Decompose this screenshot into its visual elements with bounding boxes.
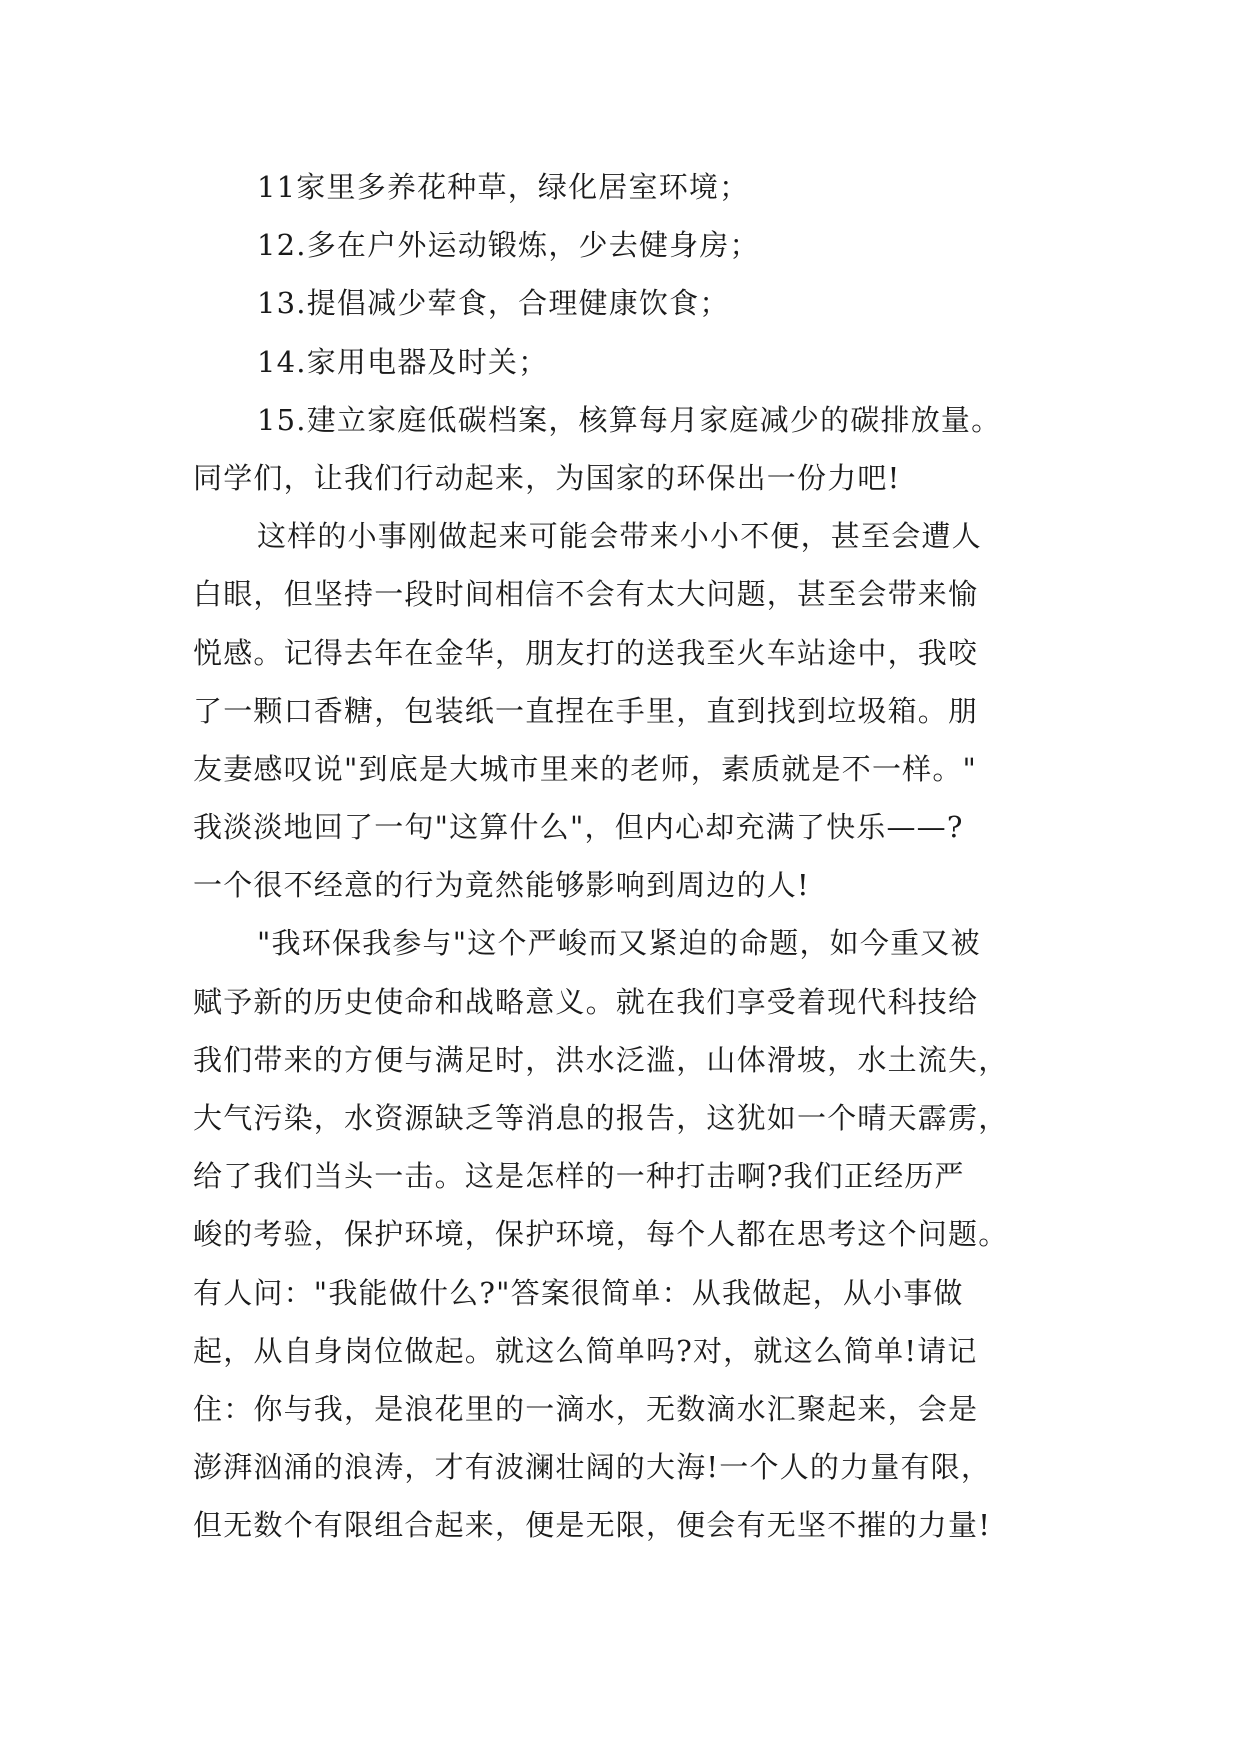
text-line: 友妻感叹说"到底是大城市里来的老师，素质就是不一样。" xyxy=(193,751,978,786)
list-item: 14.家用电器及时关； xyxy=(257,344,549,379)
text-line: 了一颗口香糖，包装纸一直捏在手里，直到找到垃圾箱。朋 xyxy=(193,693,979,728)
text-line: 我淡淡地回了一句"这算什么"，但内心却充满了快乐——? xyxy=(193,810,964,845)
text-line: 但无数个有限组合起来，便是无限，便会有无坚不摧的力量! xyxy=(193,1508,992,1543)
text-line: 峻的考验，保护环境，保护环境，每个人都在思考这个问题。 xyxy=(193,1217,1009,1252)
text-line: 白眼，但坚持一段时间相信不会有太大问题，甚至会带来愉 xyxy=(193,577,979,612)
text-line: 澎湃汹涌的浪涛，才有波澜壮阔的大海!一个人的力量有限， xyxy=(193,1450,992,1485)
text-line: 悦感。记得去年在金华，朋友打的送我至火车站途中，我咬 xyxy=(193,635,979,670)
paragraph-start: "我环保我参与"这个严峻而又紧迫的命题，如今重又被 xyxy=(257,926,981,961)
text-line: 同学们，让我们行动起来，为国家的环保出一份力吧! xyxy=(193,460,901,495)
paragraph-start: 这样的小事刚做起来可能会带来小小不便，甚至会遭人 xyxy=(257,519,982,554)
list-item: 15.建立家庭低碳档案，核算每月家庭减少的碳排放量。 xyxy=(257,402,1002,437)
document-body xyxy=(193,158,1073,1555)
text-line: 住：你与我，是浪花里的一滴水，无数滴水汇聚起来，会是 xyxy=(193,1391,979,1426)
text-line: 给了我们当头一击。这是怎样的一种打击啊?我们正经历严 xyxy=(193,1159,965,1194)
list-item: 11家里多养花种草，绿化居室环境； xyxy=(257,170,750,204)
text-line: 大气污染，水资源缺乏等消息的报告，这犹如一个晴天霹雳， xyxy=(193,1101,1009,1135)
text-line: 一个很不经意的行为竟然能够影响到周边的人! xyxy=(193,868,810,903)
text-line: 我们带来的方便与满足时，洪水泛滥，山体滑坡，水土流失， xyxy=(193,1042,1009,1077)
list-item: 12.多在户外运动锻炼，少去健身房； xyxy=(257,228,760,263)
text-line: 起，从自身岗位做起。就这么简单吗?对，就这么简单!请记 xyxy=(193,1333,978,1368)
text-line: 赋予新的历史使命和战略意义。就在我们享受着现代科技给 xyxy=(193,984,979,1019)
list-item: 13.提倡减少荤食，合理健康饮食； xyxy=(257,286,730,321)
text-line: 有人问："我能做什么?"答案很简单：从我做起，从小事做 xyxy=(193,1275,964,1310)
